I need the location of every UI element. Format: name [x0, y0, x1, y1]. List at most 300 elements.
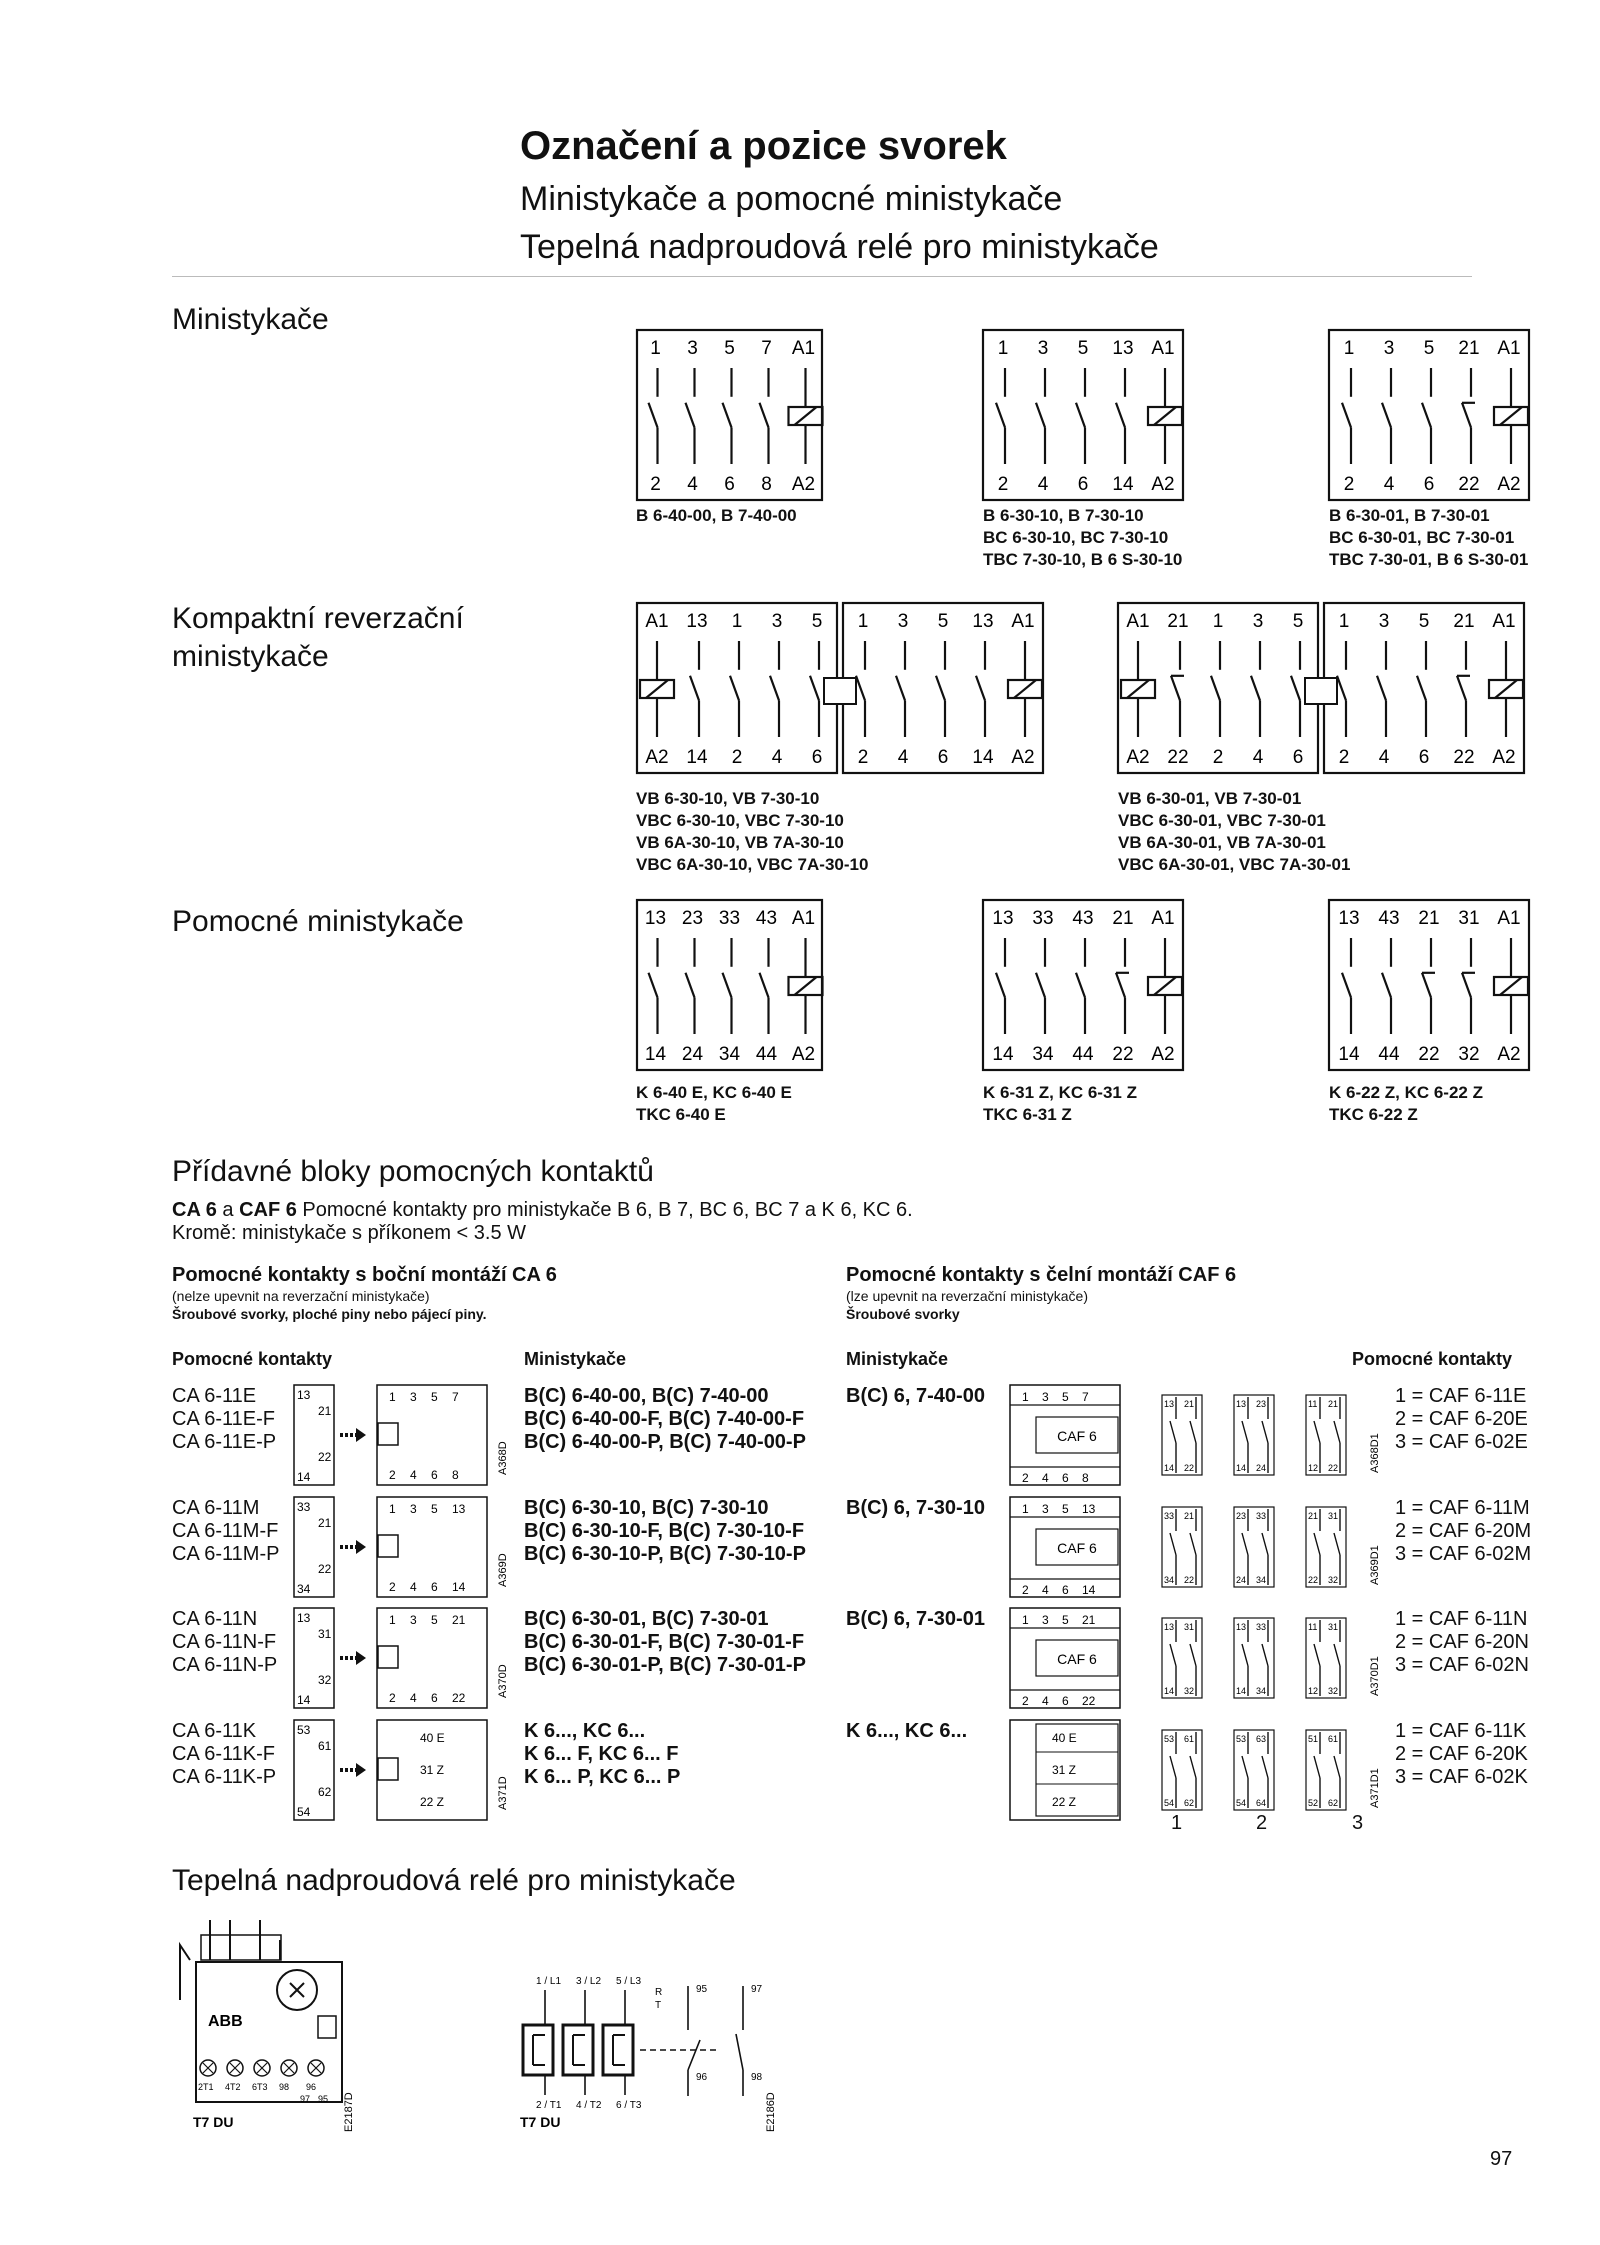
caf-terminal: 4	[1042, 1694, 1049, 1708]
small-terminal: 54	[1164, 1798, 1175, 1808]
terminal-bottom: A2	[645, 747, 669, 768]
terminal-bottom: 24	[681, 1044, 704, 1065]
terminal-bottom: 22	[1167, 747, 1189, 768]
terminal-top: 13	[972, 611, 994, 632]
terminal-top: 13	[1338, 908, 1360, 929]
abb-logo: ABB	[208, 2013, 243, 2030]
relay-body	[196, 1962, 342, 2102]
schematic-terminal: 4 / T2	[576, 2100, 602, 2111]
caf-terminal: 2	[1022, 1583, 1029, 1597]
terminal-top: 3	[771, 611, 783, 632]
small-terminal: 53	[1164, 1734, 1175, 1744]
caf-terminal: 1	[1022, 1613, 1029, 1627]
ca-terminal: 34	[297, 1582, 311, 1596]
schematic-aux: 95	[696, 1984, 708, 1995]
terminal-top: 43	[1378, 908, 1400, 929]
small-terminal: 21	[1184, 1399, 1195, 1409]
small-terminal: 22	[1184, 1463, 1195, 1473]
mini-diagram-2	[983, 330, 1183, 500]
thermal-element	[523, 2025, 553, 2075]
schematic-terminal: 5 / L3	[616, 1976, 642, 1987]
terminal-bottom: 4	[1252, 747, 1264, 768]
bloky-row-diagram	[294, 1385, 1381, 1485]
drawing-code: E2187D	[343, 2092, 355, 2132]
terminal-bottom: 4	[687, 474, 698, 495]
screw-cross	[203, 2063, 213, 2073]
bloky-diagrams	[0, 1370, 1600, 1840]
relay-terminal-label: 6T3	[252, 2082, 268, 2092]
drawing-code: A370D	[497, 1664, 509, 1698]
caf-terminal: 6	[1062, 1694, 1069, 1708]
terminal-bottom: A2	[1151, 474, 1175, 495]
small-terminal: 12	[1308, 1686, 1319, 1696]
terminal-bottom: 6	[1292, 747, 1304, 768]
mini-diagram-3	[1329, 330, 1529, 500]
contactor-terminal: 2	[389, 1468, 396, 1482]
mini-diagram-1	[637, 330, 823, 500]
contactor-terminal: 22	[452, 1691, 466, 1705]
terminal-top: 1	[1343, 338, 1355, 359]
aux-diagram-3	[1329, 900, 1529, 1070]
terminal-bottom: A2	[791, 1044, 816, 1065]
contactor-terminal: 4	[410, 1468, 417, 1482]
drawing-code: A371D	[497, 1776, 509, 1810]
small-terminal: 63	[1256, 1734, 1267, 1744]
small-terminal: 33	[1164, 1511, 1175, 1521]
small-terminal: 62	[1184, 1798, 1195, 1808]
small-terminal: 32	[1184, 1686, 1195, 1696]
small-terminal: 32	[1328, 1575, 1339, 1585]
small-terminal: 13	[1164, 1622, 1175, 1632]
relay-drawings	[0, 1900, 1600, 2132]
terminal-top: A1	[1151, 338, 1175, 359]
terminal-top: 5	[811, 611, 823, 632]
terminal-bottom: 4	[1037, 474, 1049, 495]
caf-terminal: 3	[1042, 1613, 1049, 1627]
terminal-top: 1	[731, 611, 743, 632]
ca-terminal: 21	[318, 1404, 332, 1418]
terminal-bottom: 44	[755, 1044, 778, 1065]
small-terminal: 24	[1256, 1463, 1267, 1473]
row-caf-results: 1 = CAF 6-11N 2 = CAF 6-20N 3 = CAF 6-02N	[1395, 1608, 1529, 1676]
terminal-top: 1	[1212, 611, 1224, 632]
schematic-terminal: 6 / T3	[616, 2100, 642, 2111]
small-terminal: 31	[1328, 1511, 1339, 1521]
small-terminal: 52	[1308, 1798, 1319, 1808]
small-terminal: 11	[1308, 1399, 1318, 1409]
ca-terminal: 13	[297, 1611, 311, 1625]
caf-k-box	[1036, 1724, 1118, 1816]
schematic-aux: 98	[751, 2072, 763, 2083]
terminal-bottom: 2	[1338, 747, 1350, 768]
rev-diagram-1-left	[637, 603, 837, 773]
contactor-terminal: 3	[410, 1390, 417, 1404]
contactor-terminal: 2	[389, 1580, 396, 1594]
contactor-terminal: 8	[452, 1468, 459, 1482]
terminal-bottom: 14	[1112, 474, 1134, 495]
small-terminal: 31	[1328, 1622, 1339, 1632]
bloky-row-diagram	[294, 1608, 1381, 1708]
terminal-bottom: 34	[718, 1044, 741, 1065]
ca-terminal: 31	[318, 1627, 332, 1641]
terminal-bottom: 14	[1338, 1044, 1360, 1065]
terminal-top: 43	[755, 908, 778, 929]
terminal-top: 33	[718, 908, 741, 929]
small-terminal: 23	[1236, 1511, 1247, 1521]
screw-cross	[257, 2063, 267, 2073]
caf-label: CAF 6	[1057, 1651, 1097, 1667]
terminal-top: 13	[644, 908, 667, 929]
small-terminal: 21	[1184, 1511, 1195, 1521]
row-mini-types: B(C) 6-40-00, B(C) 7-40-00 B(C) 6-40-00-F, B(C) 7-40-00-F B(C) 6-40-00-P, B(C) 7-40-00-P	[524, 1385, 806, 1453]
small-terminal: 13	[1164, 1399, 1175, 1409]
terminal-bottom: A2	[791, 474, 816, 495]
screw-cross	[230, 2063, 240, 2073]
mount-slot	[378, 1758, 398, 1780]
drawing-code: A370D1	[1369, 1656, 1381, 1696]
screw-cross	[311, 2063, 321, 2073]
contactor-terminal: 4	[410, 1691, 417, 1705]
contactor-terminal: 1	[389, 1613, 396, 1627]
drawing-code: A368D	[497, 1441, 509, 1475]
left-heading: Pomocné kontakty s boční montáží CA 6 (nelze upevnit na reverzační ministykače) Šroubové svorky, ploché piny nebo pájecí piny.	[172, 1264, 557, 1322]
schematic-aux: 96	[696, 2072, 708, 2083]
thermal-element	[603, 2025, 633, 2075]
relay-schematic	[520, 1976, 777, 2132]
terminal-bottom: 6	[724, 474, 735, 495]
ca-terminal: 22	[318, 1562, 332, 1576]
terminal-bottom: 2	[997, 474, 1009, 495]
section-bloky: Přídavné bloky pomocných kontaktů	[172, 1155, 654, 1188]
terminal-bottom: 22	[1418, 1044, 1440, 1065]
row-caf-results: 1 = CAF 6-11K 2 = CAF 6-20K 3 = CAF 6-02K	[1395, 1720, 1528, 1788]
ca-terminal: 14	[297, 1693, 311, 1707]
relay-terminal-label: 96	[306, 2082, 317, 2092]
relay-button	[318, 2016, 336, 2038]
small-terminal: 54	[1236, 1798, 1247, 1808]
relay-label: T7 DU	[193, 2114, 234, 2130]
small-terminal: 62	[1328, 1798, 1339, 1808]
caf-label: CAF 6	[1057, 1540, 1097, 1556]
contactor-terminal: 7	[452, 1390, 459, 1404]
contactor-terminal: 4	[410, 1580, 417, 1594]
intro-bold-ca6: CA 6	[172, 1199, 217, 1221]
terminal-top: A1	[1011, 611, 1035, 632]
caf-terminal: 1	[1022, 1502, 1029, 1516]
contactor-terminal: 21	[452, 1613, 466, 1627]
terminal-top: 3	[1383, 338, 1395, 359]
terminal-top: 3	[1378, 611, 1390, 632]
caf-terminal: 22	[1082, 1694, 1096, 1708]
thermal-coil	[533, 2035, 545, 2065]
relay-photo-drawing	[180, 1920, 355, 2132]
terminal-top: 21	[1167, 611, 1189, 632]
section-tepelna: Tepelná nadproudová relé pro ministykače	[172, 1864, 736, 1897]
ca-terminal: 54	[297, 1805, 311, 1819]
mount-slot	[378, 1535, 398, 1557]
interlock-1	[824, 678, 856, 704]
page-title: Označení a pozice svorek	[520, 124, 1007, 168]
thermal-coil	[573, 2035, 585, 2065]
caf-label: CAF 6	[1057, 1428, 1097, 1444]
row-ca-types: CA 6-11N CA 6-11N-F CA 6-11N-P	[172, 1608, 278, 1676]
terminal-bottom: A2	[1492, 747, 1516, 768]
terminal-top: 13	[686, 611, 708, 632]
schematic-rt: R	[655, 1987, 663, 1998]
terminal-bottom: 4	[897, 747, 909, 768]
arrow-head	[356, 1540, 366, 1554]
ca-terminal: 62	[318, 1785, 332, 1799]
caf-terminal: 6	[1062, 1471, 1069, 1485]
terminal-top: 21	[1458, 338, 1480, 359]
terminal-bottom: 6	[1423, 474, 1435, 495]
small-terminal: 64	[1256, 1798, 1267, 1808]
terminal-top: 3	[897, 611, 909, 632]
screw-cross	[284, 2063, 294, 2073]
rev-caption-1: VB 6-30-10, VB 7-30-10 VBC 6-30-10, VBC 7-30-10 VB 6A-30-10, VB 7A-30-10 VBC 6A-30-10, VBC 7A-30-10	[636, 789, 869, 874]
terminal-bottom: 44	[1378, 1044, 1400, 1065]
k-label: 31 Z	[420, 1763, 445, 1777]
section-kompakt-line2: ministykače	[172, 640, 329, 673]
row-ca-types: CA 6-11K CA 6-11K-F CA 6-11K-P	[172, 1720, 277, 1788]
contactor-terminal: 1	[389, 1390, 396, 1404]
drawing-code: A369D	[497, 1553, 509, 1587]
bloky-row-diagram	[294, 1720, 1381, 1820]
ca-terminal: 22	[318, 1450, 332, 1464]
aux-diagram-1	[637, 900, 823, 1070]
col-pomocne-kontakty: Pomocné kontakty	[172, 1349, 333, 1369]
terminal-bottom: A2	[1497, 1044, 1521, 1065]
terminal-bottom: 2	[650, 474, 661, 495]
small-terminal: 11	[1308, 1622, 1318, 1632]
contactor-terminal: 6	[431, 1468, 438, 1482]
terminal-bottom: 4	[1378, 747, 1390, 768]
terminal-top: 23	[681, 908, 704, 929]
small-terminal: 14	[1236, 1686, 1247, 1696]
terminal-bottom: 14	[972, 747, 994, 768]
terminal-bottom: 22	[1112, 1044, 1134, 1065]
aux-caption-1: K 6-40 E, KC 6-40 E TKC 6-40 E	[636, 1083, 792, 1124]
ca-terminal: 61	[318, 1739, 332, 1753]
adjust-dial-cross	[290, 1983, 304, 1997]
terminal-top: A1	[1497, 338, 1521, 359]
drawing-code: E2186D	[765, 2092, 777, 2132]
small-terminal: 12	[1308, 1463, 1319, 1473]
terminal-bottom: 4	[771, 747, 783, 768]
terminal-top: 33	[1032, 908, 1054, 929]
intro-bold-caf6: CAF 6	[239, 1199, 297, 1221]
caf-terminal: 6	[1062, 1583, 1069, 1597]
terminal-bottom: A2	[1126, 747, 1150, 768]
page-subtitle-2: Tepelná nadproudová relé pro ministykače	[520, 228, 1159, 266]
contactor-terminal: 6	[431, 1691, 438, 1705]
schematic-terminal: 1 / L1	[536, 1976, 562, 1987]
caf-terminal: 2	[1022, 1471, 1029, 1485]
thermal-element	[563, 2025, 593, 2075]
contactor-terminal: 13	[452, 1502, 466, 1516]
caf-terminal: 5	[1062, 1613, 1069, 1627]
terminal-bottom: 2	[1212, 747, 1224, 768]
arrow-head	[356, 1428, 366, 1442]
contactor-terminal: 5	[431, 1502, 438, 1516]
terminal-top: 5	[1423, 338, 1435, 359]
contactor-terminal: 3	[410, 1502, 417, 1516]
mini-caption-3: B 6-30-01, B 7-30-01 BC 6-30-01, BC 7-30-01 TBC 7-30-01, B 6 S-30-01	[1329, 506, 1529, 569]
small-terminal: 53	[1236, 1734, 1247, 1744]
small-terminal: 14	[1164, 1686, 1175, 1696]
terminal-top: 5	[724, 338, 735, 359]
small-terminal: 21	[1308, 1511, 1319, 1521]
caf-terminal: 1	[1022, 1390, 1029, 1404]
small-terminal: 33	[1256, 1622, 1267, 1632]
section-pomocne: Pomocné ministykače	[172, 905, 464, 938]
terminal-top: 1	[857, 611, 869, 632]
terminal-top: 13	[1112, 338, 1134, 359]
row-mini2-type: B(C) 6, 7-30-01	[846, 1608, 985, 1630]
aux-caption-3: K 6-22 Z, KC 6-22 Z TKC 6-22 Z	[1329, 1083, 1483, 1124]
terminal-top: 1	[650, 338, 661, 359]
terminal-top: 1	[997, 338, 1009, 359]
terminal-bottom: 22	[1453, 747, 1475, 768]
caf-k-label: 31 Z	[1052, 1763, 1077, 1777]
mount-slot	[378, 1423, 398, 1445]
caf-terminal: 4	[1042, 1471, 1049, 1485]
drawing-code: A369D1	[1369, 1545, 1381, 1585]
row-ca-types: CA 6-11E CA 6-11E-F CA 6-11E-P	[172, 1385, 277, 1453]
relay-top-block	[201, 1935, 281, 1960]
contactor-terminal: 5	[431, 1390, 438, 1404]
bloky-num-3: 3	[1352, 1812, 1364, 1834]
small-terminal: 21	[1328, 1399, 1339, 1409]
terminal-bottom: 34	[1032, 1044, 1054, 1065]
contactor-terminal: 6	[431, 1580, 438, 1594]
terminal-bottom: 14	[686, 747, 708, 768]
terminal-bottom: 6	[1077, 474, 1089, 495]
rev-diagram-2-right	[1324, 603, 1524, 773]
small-terminal: 32	[1328, 1686, 1339, 1696]
relay-terminal-label: 4T2	[225, 2082, 241, 2092]
arrow-head	[356, 1763, 366, 1777]
small-terminal: 14	[1236, 1463, 1247, 1473]
terminal-bottom: 4	[1383, 474, 1395, 495]
relay-terminal-label: 2T1	[198, 2082, 214, 2092]
small-terminal: 31	[1184, 1622, 1195, 1632]
ca-terminal: 53	[297, 1723, 311, 1737]
terminal-bottom: 2	[731, 747, 743, 768]
terminal-bottom: 6	[937, 747, 949, 768]
ca-terminal: 21	[318, 1516, 332, 1530]
caf-terminal: 4	[1042, 1583, 1049, 1597]
caf-terminal: 5	[1062, 1390, 1069, 1404]
aux-caption-2: K 6-31 Z, KC 6-31 Z TKC 6-31 Z	[983, 1083, 1137, 1124]
row-mini2-type: B(C) 6, 7-40-00	[846, 1385, 985, 1407]
terminal-bottom: 22	[1458, 474, 1480, 495]
terminal-bottom: 44	[1072, 1044, 1094, 1065]
caf-terminal: 7	[1082, 1390, 1089, 1404]
terminal-top: 1	[1338, 611, 1350, 632]
col-ministykace: Ministykače	[524, 1349, 627, 1369]
small-terminal: 34	[1256, 1575, 1267, 1585]
aux-diagram-2	[983, 900, 1183, 1070]
caf-terminal: 21	[1082, 1613, 1096, 1627]
bloky-num-1: 1	[1171, 1812, 1183, 1834]
terminal-top: 13	[992, 908, 1014, 929]
terminal-top: A1	[791, 338, 816, 359]
terminal-bottom: 8	[761, 474, 772, 495]
terminal-top: 21	[1418, 908, 1440, 929]
rev-diagram-2-left	[1118, 603, 1318, 773]
row-ca-types: CA 6-11M CA 6-11M-F CA 6-11M-P	[172, 1497, 280, 1565]
k-label: 22 Z	[420, 1795, 445, 1809]
thermal-coil	[613, 2035, 625, 2065]
row-mini-types: B(C) 6-30-01, B(C) 7-30-01 B(C) 6-30-01-F, B(C) 7-30-01-F B(C) 6-30-01-P, B(C) 7-30-01-P	[524, 1608, 806, 1676]
terminal-top: A1	[645, 611, 669, 632]
row-caf-results: 1 = CAF 6-11M 2 = CAF 6-20M 3 = CAF 6-02M	[1395, 1497, 1532, 1565]
col-ministykace-2: Ministykače	[846, 1349, 949, 1369]
terminal-bottom: 14	[644, 1044, 667, 1065]
small-terminal: 22	[1308, 1575, 1319, 1585]
terminal-top: A1	[1126, 611, 1150, 632]
row-caf-results: 1 = CAF 6-11E 2 = CAF 6-20E 3 = CAF 6-02E	[1395, 1385, 1528, 1453]
mount-slot	[378, 1646, 398, 1668]
terminal-top: 5	[1292, 611, 1304, 632]
schematic-label: T7 DU	[520, 2114, 561, 2130]
terminal-bottom: 14	[992, 1044, 1014, 1065]
terminal-top: 3	[1252, 611, 1264, 632]
small-terminal: 13	[1236, 1399, 1247, 1409]
section-ministykace: Ministykače	[172, 303, 329, 336]
mini-caption-1: B 6-40-00, B 7-40-00	[636, 506, 797, 525]
caf-terminal: 8	[1082, 1471, 1089, 1485]
drawing-code: A368D1	[1369, 1433, 1381, 1473]
terminal-bottom: 32	[1458, 1044, 1480, 1065]
small-terminal: 13	[1236, 1622, 1247, 1632]
contactor-terminal: 1	[389, 1502, 396, 1516]
row-mini-types: B(C) 6-30-10, B(C) 7-30-10 B(C) 6-30-10-F, B(C) 7-30-10-F B(C) 6-30-10-P, B(C) 7-30-10-P	[524, 1497, 806, 1565]
caf-terminal: 13	[1082, 1502, 1096, 1516]
small-terminal: 14	[1164, 1463, 1175, 1473]
row-mini-types: K 6..., KC 6... K 6... F, KC 6... F K 6... P, KC 6... P	[524, 1720, 681, 1788]
terminal-bottom: A2	[1011, 747, 1035, 768]
terminal-bottom: 2	[857, 747, 869, 768]
relay-terminal-label: 98	[279, 2082, 290, 2092]
terminal-top: 31	[1458, 908, 1480, 929]
terminal-bottom: A2	[1497, 474, 1521, 495]
section-kompakt-line1: Kompaktní reverzační	[172, 602, 464, 635]
small-terminal: 33	[1256, 1511, 1267, 1521]
mini-caption-2: B 6-30-10, B 7-30-10 BC 6-30-10, BC 7-30-10 TBC 7-30-10, B 6 S-30-10	[983, 506, 1183, 569]
small-terminal: 22	[1328, 1463, 1339, 1473]
terminal-top: 5	[1077, 338, 1089, 359]
ca-terminal: 13	[297, 1388, 311, 1402]
row-mini2-type: K 6..., KC 6...	[846, 1720, 968, 1742]
caf-k-label: 40 E	[1052, 1731, 1077, 1745]
ca-terminal: 32	[318, 1673, 332, 1687]
ca-terminal: 14	[297, 1470, 311, 1484]
terminal-top: 5	[1418, 611, 1430, 632]
terminal-top: A1	[1497, 908, 1521, 929]
bloky-num-2: 2	[1256, 1812, 1268, 1834]
bloky-intro: CA 6 a CAF 6 Pomocné kontakty pro ministykače B 6, B 7, BC 6, BC 7 a K 6, KC 6. Kromě: ministykače s příkonem < 3.5 W	[172, 1199, 913, 1244]
terminal-bottom: 6	[1418, 747, 1430, 768]
terminal-top: 43	[1072, 908, 1094, 929]
terminal-top: 21	[1112, 908, 1134, 929]
terminal-top: A1	[1492, 611, 1516, 632]
terminal-top: 21	[1453, 611, 1475, 632]
terminal-top: 5	[937, 611, 949, 632]
terminal-top: A1	[1151, 908, 1175, 929]
relay-terminal-label: 95	[318, 2094, 329, 2104]
